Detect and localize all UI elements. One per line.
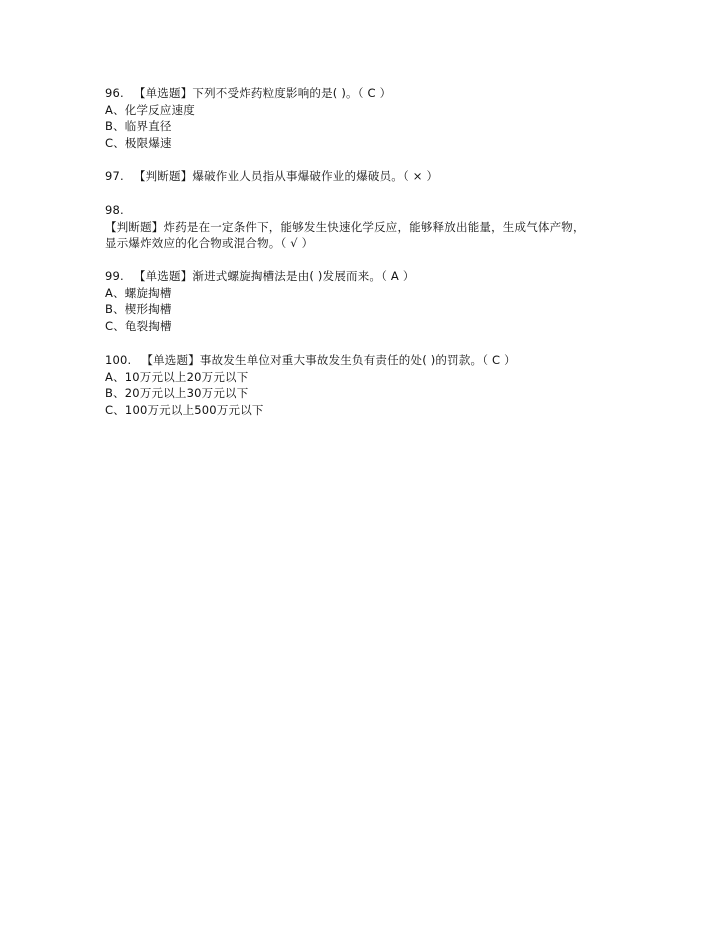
question-100 xyxy=(105,352,625,418)
question-type: 【判断题】 xyxy=(133,169,193,183)
option-b: B、临界直径 xyxy=(105,119,172,133)
question-text: 爆破作业人员指从事爆破作业的爆破员。（ × ） xyxy=(192,169,439,183)
question-type: 【单选题】 xyxy=(133,269,193,283)
question-stem xyxy=(105,268,625,285)
question-text-continued: 显示爆炸效应的化合物或混合物。（ √ ） xyxy=(105,236,314,250)
question-type: 【单选题】 xyxy=(133,86,193,100)
question-number: 100. xyxy=(105,353,132,367)
question-96 xyxy=(105,85,625,151)
question-text: 下列不受炸药粒度影响的是( )。（ C ） xyxy=(192,86,392,100)
option-a: A、化学反应速度 xyxy=(105,102,195,117)
question-text: 事故发生单位对重大事故发生负有责任的处( )的罚款。（ C ） xyxy=(199,353,516,367)
question-number: 97. xyxy=(105,169,124,183)
question-stem xyxy=(105,168,625,185)
question-number: 96. xyxy=(105,86,124,100)
option-a: A、10万元以上20万元以下 xyxy=(105,369,249,384)
option-b: B、20万元以上30万元以下 xyxy=(105,386,249,400)
question-stem xyxy=(105,85,625,102)
question-98 xyxy=(105,202,625,252)
question-text: 炸药是在一定条件下，能够发生快速化学反应，能够释放出能量，生成气体产物， xyxy=(163,219,585,234)
option-c: C、100万元以上500万元以下 xyxy=(105,402,264,417)
question-text: 渐进式螺旋掏槽法是由( )发展而来。（ A ） xyxy=(192,269,415,283)
question-type: 【判断题】 xyxy=(105,219,164,234)
question-number: 98. xyxy=(105,203,124,217)
option-c: C、龟裂掏槽 xyxy=(105,318,172,333)
option-a: A、螺旋掏槽 xyxy=(105,285,172,300)
question-stem xyxy=(105,352,625,369)
question-number: 99. xyxy=(105,269,124,283)
question-99 xyxy=(105,268,625,334)
question-type: 【单选题】 xyxy=(141,353,200,367)
question-stem xyxy=(105,219,625,236)
option-c: C、极限爆速 xyxy=(105,135,172,150)
option-b: B、楔形掏槽 xyxy=(105,302,172,316)
question-97 xyxy=(105,168,625,185)
